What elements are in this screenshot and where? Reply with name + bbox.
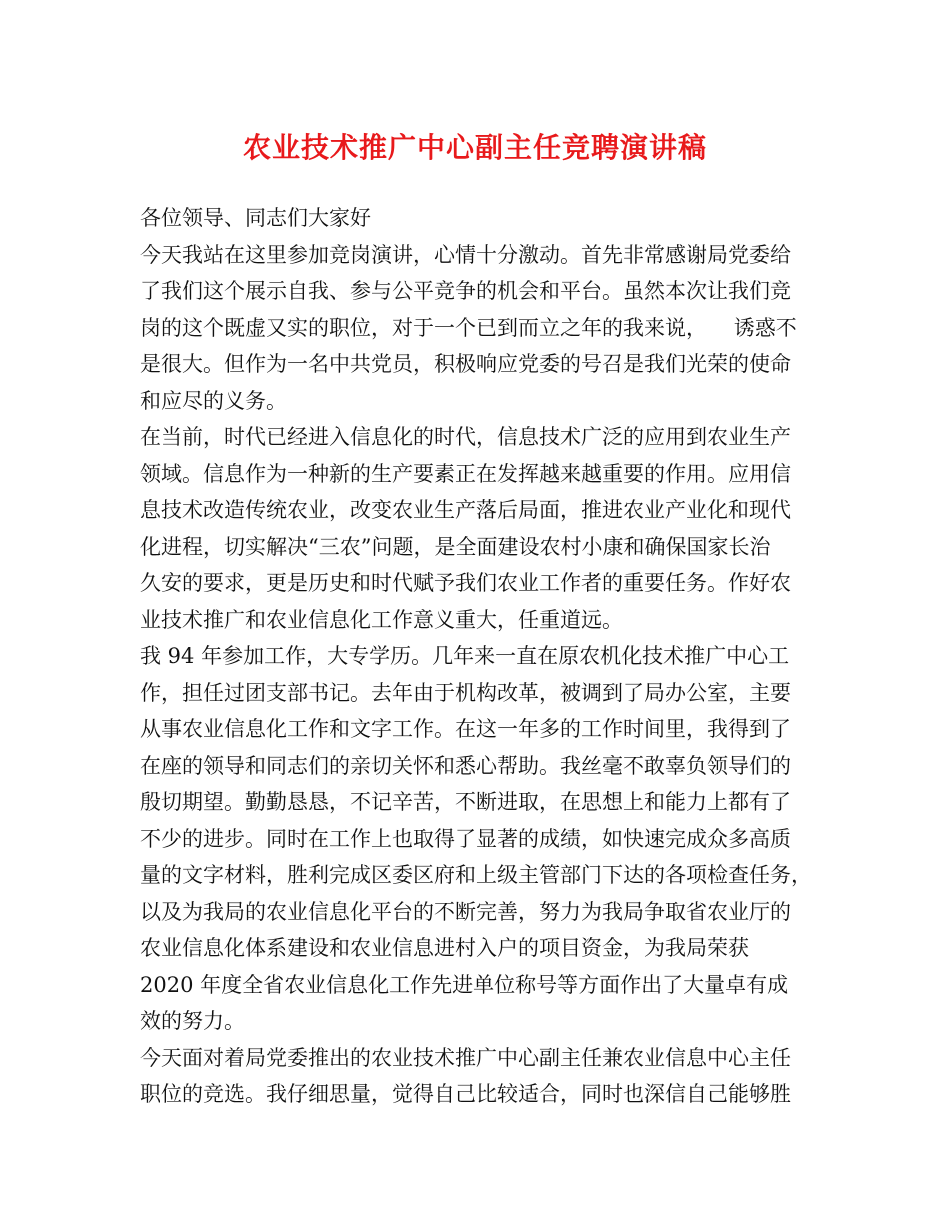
document-body: [140, 200, 830, 1113]
text-line: 业技术推广和农业信息化工作意义重大，任重道远。: [140, 607, 623, 632]
text-line: 和应尽的义务。: [140, 388, 287, 413]
document-title: 农业技术推广中心副主任竞聘演讲稿: [242, 131, 707, 164]
text-line: 我 94 年参加工作，大专学历。几年来一直在原农机化技术推广中心工: [140, 644, 790, 668]
text-line: 殷切期望。勤勤恳恳，不记辛苦，不断进取，在思想上和能力上都有了: [140, 790, 791, 814]
text-line: 今天我站在这里参加竞岗演讲，心情十分激动。首先非常感谢局党委给: [140, 242, 791, 267]
text-line: 是很大。但作为一名中共党员，积极响应党委的号召是我们光荣的使命: [140, 352, 791, 376]
text-line: 久安的要求，更是历史和时代赋予我们农业工作者的重要任务。作好农: [140, 571, 791, 595]
text-line: 化进程，切实解决“三农”问题，是全面建设农村小康和确保国家长治: [140, 534, 771, 559]
text-line: 从事农业信息化工作和文字工作。在这一年多的工作时间里，我得到了: [140, 717, 791, 741]
text-line: 效的努力。: [140, 1009, 245, 1033]
text-line: 量的文字材料，胜利完成区委区府和上级主管部门下达的各项检查任务，: [140, 863, 812, 887]
text-line: 在当前，时代已经进入信息化的时代，信息技术广泛的应用到农业生产: [140, 425, 791, 449]
text-line: 今天面对着局党委推出的农业技术推广中心副主任兼农业信息中心主任: [140, 1045, 791, 1070]
text-line: 不少的进步。同时在工作上也取得了显著的成绩，如快速完成众多高质: [140, 826, 791, 851]
text-line: 岗的这个既虚又实的职位，对于一个已到而立之年的我来说， 诱惑不: [140, 315, 797, 340]
text-line: 各位领导、同志们大家好: [140, 206, 371, 230]
text-line: 息技术改造传统农业，改变农业生产落后局面，推进农业产业化和现代: [140, 498, 791, 522]
text-line: 2020 年度全省农业信息化工作先进单位称号等方面作出了大量卓有成: [140, 972, 789, 997]
text-line: 职位的竞选。我仔细思量，觉得自己比较适合，同时也深信自己能够胜: [140, 1082, 791, 1106]
text-line: 了我们这个展示自我、参与公平竞争的机会和平台。虽然本次让我们竞: [140, 279, 791, 303]
text-line: 以及为我局的农业信息化平台的不断完善，努力为我局争取省农业厅的: [140, 899, 791, 924]
text-line: 领域。信息作为一种新的生产要素正在发挥越来越重要的作用。应用信: [140, 461, 791, 486]
text-line: 农业信息化体系建设和农业信息进村入户的项目资金，为我局荣获: [140, 936, 749, 960]
text-line: 作，担任过团支部书记。去年由于机构改革，被调到了局办公室，主要: [140, 680, 791, 705]
text-line: 在座的领导和同志们的亲切关怀和悉心帮助。我丝毫不敢辜负领导们的: [140, 753, 791, 778]
